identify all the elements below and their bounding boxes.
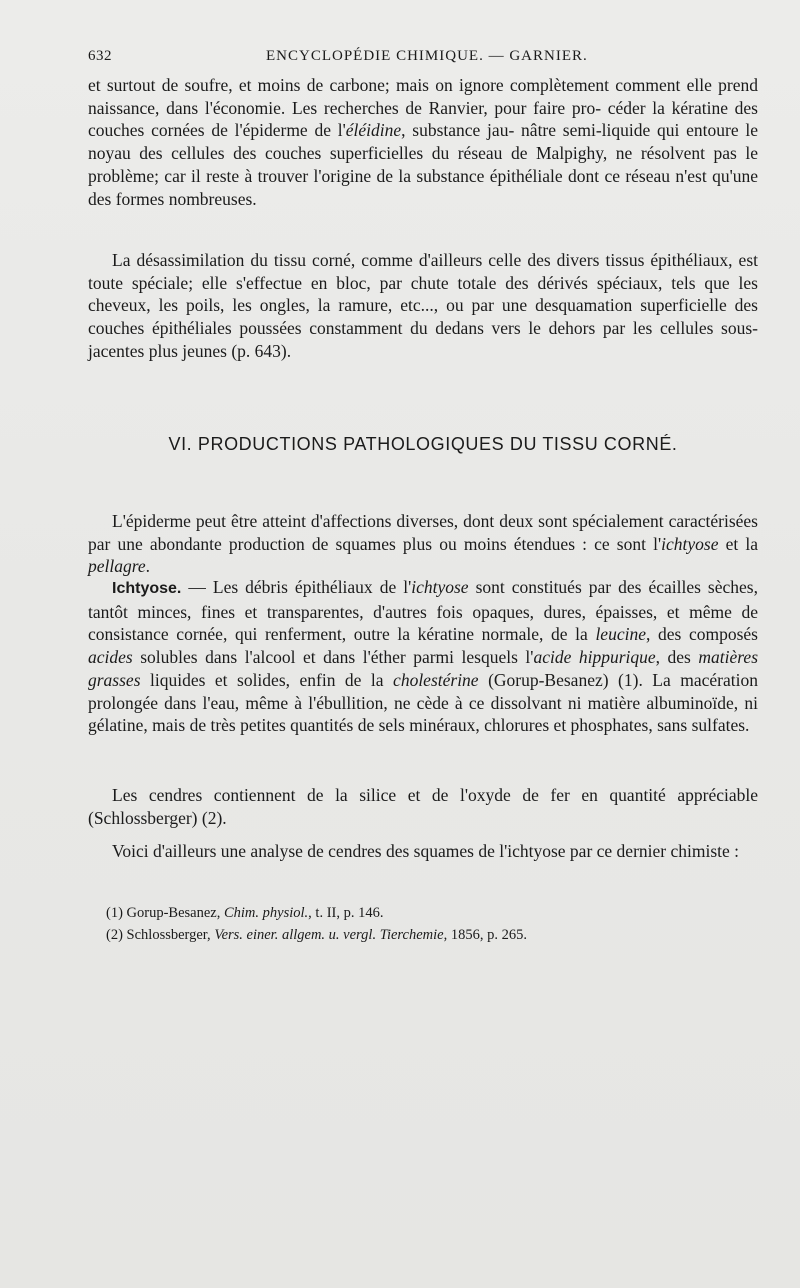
term-ichtyose: ichtyose xyxy=(661,533,719,554)
paragraph-analyse-intro: Voici d'ailleurs une analyse de cendres des squames de l'ichtyose par ce dernier chimiste : xyxy=(112,841,740,861)
running-head xyxy=(88,48,758,72)
term-acide-hippurique: acide hippurique xyxy=(533,647,656,668)
term-matieres-grasses: matières grasses xyxy=(88,647,759,690)
paragraph-epiderme: L'épiderme peut être atteint d'affections diverses, dont deux sont spécialement caractérisées par une abondante production de squames plus ou moins étendues : ce sont l'ichtyose et la pellagre. xyxy=(88,511,758,577)
term-acides: acides xyxy=(88,647,133,668)
footnotes xyxy=(106,902,756,946)
run-in-heading-ichtyose: Ichtyose. xyxy=(112,580,182,597)
section-heading: VI. PRODUCTIONS PATHOLOGIQUES DU TISSU CORNÉ. xyxy=(168,434,678,454)
term-cholesterine: cholestérine xyxy=(393,669,479,690)
paragraph-cendres: Les cendres contiennent de la silice et de l'oxyde de fer en quantité appréciable (Schlossberger) (2). xyxy=(88,785,758,828)
footnote-1: (1) Gorup-Besanez, Chim. physiol., t. II, p. 146. xyxy=(106,905,384,921)
paragraph-desassimilation: La désassimilation du tissu corné, comme d'ailleurs celle des divers tissus épithéliaux, est toute spéciale; elle s'effectue en bloc, par chute totale des dérivés spéciaux, tels que les cheveux, les poils, les ongles, la ramure, etc..., ou par une desquamation superficielle des couches épithéliales poussées constamment du dedans vers le dehors par les cellules sous-jacentes plus jeunes (p. 643). xyxy=(88,250,758,361)
term-eleidine: éléidine xyxy=(345,120,402,141)
page-number: 632 xyxy=(88,48,112,64)
paragraph-ichtyose: Ichtyose. — Les débris épithéliaux de l'ichtyose sont constitués par des écailles sèches, tantôt minces, fines et transparentes, d'autres fois opaques, dures, épaisses, et même de consistance cornée, qui renferment, outre la kératine normale, de la leucine, des composés acides solubles dans l'alcool et dans l'éther parmi lesquels l'acide hippurique, des matières grasses liquides et solides, enfin de la cholestérine (Gorup-Besanez) (1). La macération prolongée dans l'eau, même à l'ébullition, ne cède à ce dissolvant ni matière albuminoïde, ni gélatine, mais de très petites quantités de sels minéraux, chlorures et phosphates, sans sulfates. xyxy=(88,577,759,736)
term-pellagre: pellagre xyxy=(88,556,146,577)
footnote-2: (2) Schlossberger, Vers. einer. allgem. u. vergl. Tierchemie, 1856, p. 265. xyxy=(106,927,527,943)
running-title: ENCYCLOPÉDIE CHIMIQUE. — GARNIER. xyxy=(266,48,588,64)
term-leucine: leucine xyxy=(595,624,646,645)
paragraph-keratin-origin: et surtout de soufre, et moins de carbone; mais on ignore complètement comment elle prend naissance, dans l'économie. Les recherches de Ranvier, pour faire pro- céder la kératine des couches cornées de l'épiderme de l'éléidine, substance jau- nâtre semi-liquide qui entoure le noyau des cellules des couches superficielles du réseau de Malpighy, ne résolvent pas le problème; car il reste à trouver l'origine de la substance épithéliale dont ce réseau n'est qu'une des formes nombreuses. xyxy=(88,75,759,209)
